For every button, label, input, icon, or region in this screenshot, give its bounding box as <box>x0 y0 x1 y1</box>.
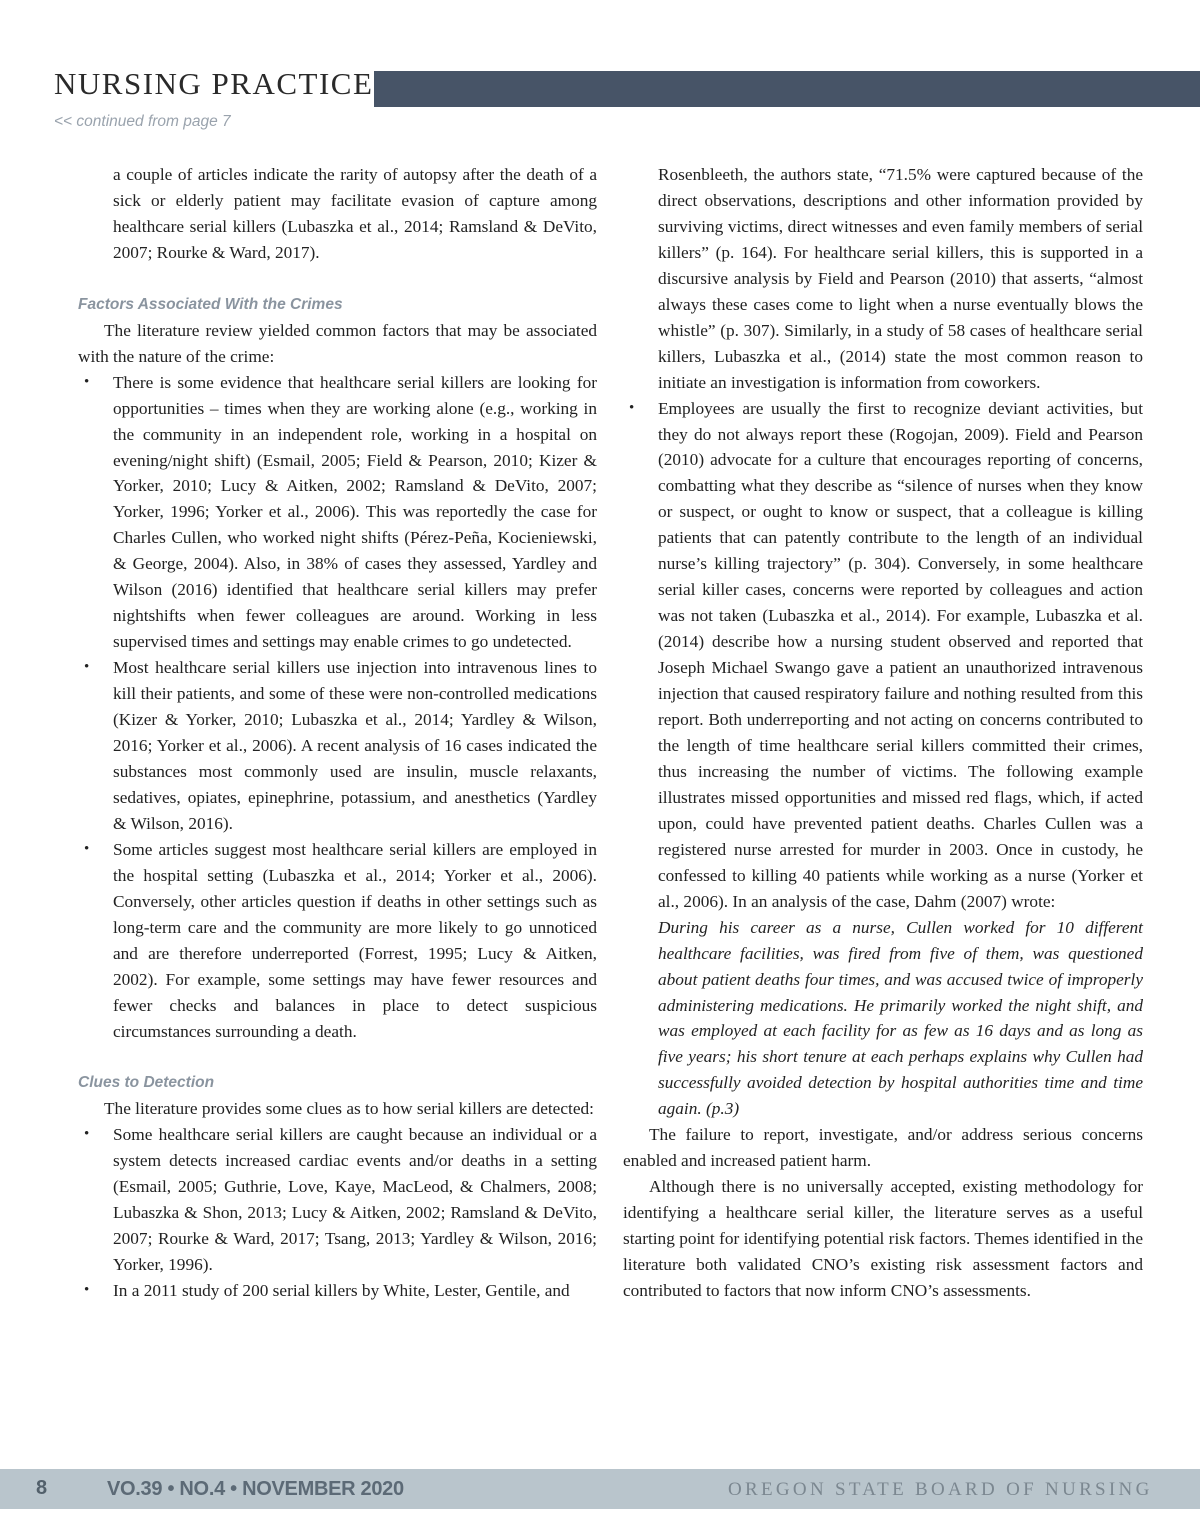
section-title: NURSING PRACTICE <box>54 66 374 101</box>
bullet-employees: • Employees are usually the first to recognize deviant activities, but they do not always report these (Rogojan, 2009). Field and Pearson (2010) advocate for a culture that encourages reporting of concerns, combatting what they describe as “silence of nurses when they know or suspect, or ought to know or suspect, that a colleague is killing patients that can patently contribute to the length of an individual nurse’s killing trajectory” (p. 304). Conversely, in some healthcare serial killer cases, concerns were reported by colleagues and action was not taken (Lubaszka et al., 2014). For example, Lubaszka et al. (2014) describe how a nursing student observed and reported that Joseph Michael Swango gave a patient an unauthorized intravenous injection that caused respiratory failure and nothing resulted from this report. Both underreporting and not acting on concerns contributed to the length of time healthcare serial killers committed their crimes, thus increasing the number of victims. The following example illustrates missed opportunities and missed red flags, which, if acted upon, could have prevented patient deaths. Charles Cullen was a registered nurse arrested for murder in 2003. Once in custody, he confessed to killing 40 patients while working as a nurse (Yorker et al., 2006). In an analysis of the case, Dahm (2007) wrote: <box>623 396 1143 915</box>
right-column <box>623 162 1143 1304</box>
paragraph-failure: The failure to report, investigate, and/or address serious concerns enabled and increased patient harm. <box>623 1125 1143 1171</box>
subheading-factors: Factors Associated With the Crimes <box>78 295 343 313</box>
page-number: 8 <box>36 1477 48 1499</box>
left-column <box>78 162 597 1304</box>
organization-name: OREGON STATE BOARD OF NURSING <box>728 1479 1153 1500</box>
paragraph-continued: Rosenbleeth, the authors state, “71.5% were captured because of the direct observations, descriptions and other information provided by surviving victims, direct witnesses and even family members of serial killers” (p. 164). For healthcare serial killers, this is supported in a discursive analysis by Field and Pearson (2010) that asserts, “almost always these cases come to light when a nurse eventually blows the whistle” (p. 307). Similarly, in a study of 58 cases of healthcare serial killers, Lubaszka et al., (2014) state the most common reason to initiate an investigation is information from coworkers. <box>658 165 1143 392</box>
block-quote: During his career as a nurse, Cullen worked for 10 different healthcare facilities, was fired from five of them, was questioned about patient deaths four times, and was accused twice of improperly administering medications. He primarily worked the night shift, and was employed at each facility for as few as 16 days and as long as five years; his short tenure at each perhaps explains why Cullen had successfully avoided detection by hospital authorities time and time again. (p.3) <box>658 917 1143 1119</box>
bullet-opportunities: • There is some evidence that healthcare serial killers are looking for opportunities – times when they are working alone (e.g., working in the community in an independent role, working in a hospital on evening/night shift) (Esmail, 2005; Field & Pearson, 2010; Kizer & Yorker, 2010; Lucy & Aitken, 2002; Ramsland & DeVito, 2007; Yorker, 1996; Yorker et al., 2006). This was reportedly the case for Charles Cullen, who worked night shifts (Pérez-Peña, Kocieniewski, & George, 2004). Also, in 38% of cases they assessed, Yardley and Wilson (2016) identified that healthcare serial killers may prefer nightshifts when fewer colleagues are around. Working in less supervised times and settings may enable crimes to go undetected. <box>78 370 597 655</box>
header-bar <box>374 71 1200 107</box>
paragraph-factors: The literature review yielded common factors that may be associated with the nature of the crime: <box>78 320 597 366</box>
bullet-hospital-setting: • Some articles suggest most healthcare serial killers are employed in the hospital setting (Lubaszka et al., 2014; Yorker et al., 2006). Conversely, other articles question if deaths in other settings such as long-term care and the community are more likely to go unnoticed and are therefore underreported (Forrest, 1995; Lucy & Aitken, 2002). For example, some settings may have fewer resources and fewer checks and balances in place to detect suspicious circumstances surrounding a death. <box>78 837 597 1045</box>
paragraph-methodology: Although there is no universally accepted, existing methodology for identifying a healthcare serial killer, the literature serves as a useful starting point for identifying potential risk factors. Themes identified in the literature both validated CNO’s existing risk assessment factors and contributed to factors that now inform CNO’s assessments. <box>623 1177 1143 1300</box>
bullet-injection: • Most healthcare serial killers use injection into intravenous lines to kill their patients, and some of these were non-controlled medications (Kizer & Yorker, 2010; Lubaszka et al., 2014; Yardley & Wilson, 2016; Yorker et al., 2006). A recent analysis of 16 cases indicated the substances most commonly used are insulin, muscle relaxants, sedatives, opiates, epinephrine, potassium, and anesthetics (Yardley & Wilson, 2016). <box>78 655 597 837</box>
continued-note: << continued from page 7 <box>54 113 231 130</box>
bullet-detection-system: • Some healthcare serial killers are caught because an individual or a system detects increased cardiac events and/or deaths in a setting (Esmail, 2005; Guthrie, Love, Kaye, MacLeod, & Chalmers, 2008; Lubaszka & Shon, 2013; Lucy & Aitken, 2002; Ramsland & DeVito, 2007; Rourke & Ward, 2017; Tsang, 2013; Yardley & Wilson, 2016; Yorker, 1996). <box>78 1122 597 1278</box>
bullet-study-2011: • In a 2011 study of 200 serial killers by White, Lester, Gentile, and <box>78 1278 597 1304</box>
issue-info: VO.39 • NO.4 • NOVEMBER 2020 <box>107 1478 404 1500</box>
paragraph-clues: The literature provides some clues as to how serial killers are detected: <box>104 1099 594 1119</box>
intro-paragraph: a couple of articles indicate the rarity of autopsy after the death of a sick or elderly patient may facilitate evasion of capture among healthcare serial killers (Lubaszka et al., 2014; Ramsland & DeVito, 2007; Rourke & Ward, 2017). <box>113 165 597 262</box>
subheading-clues: Clues to Detection <box>78 1074 215 1092</box>
